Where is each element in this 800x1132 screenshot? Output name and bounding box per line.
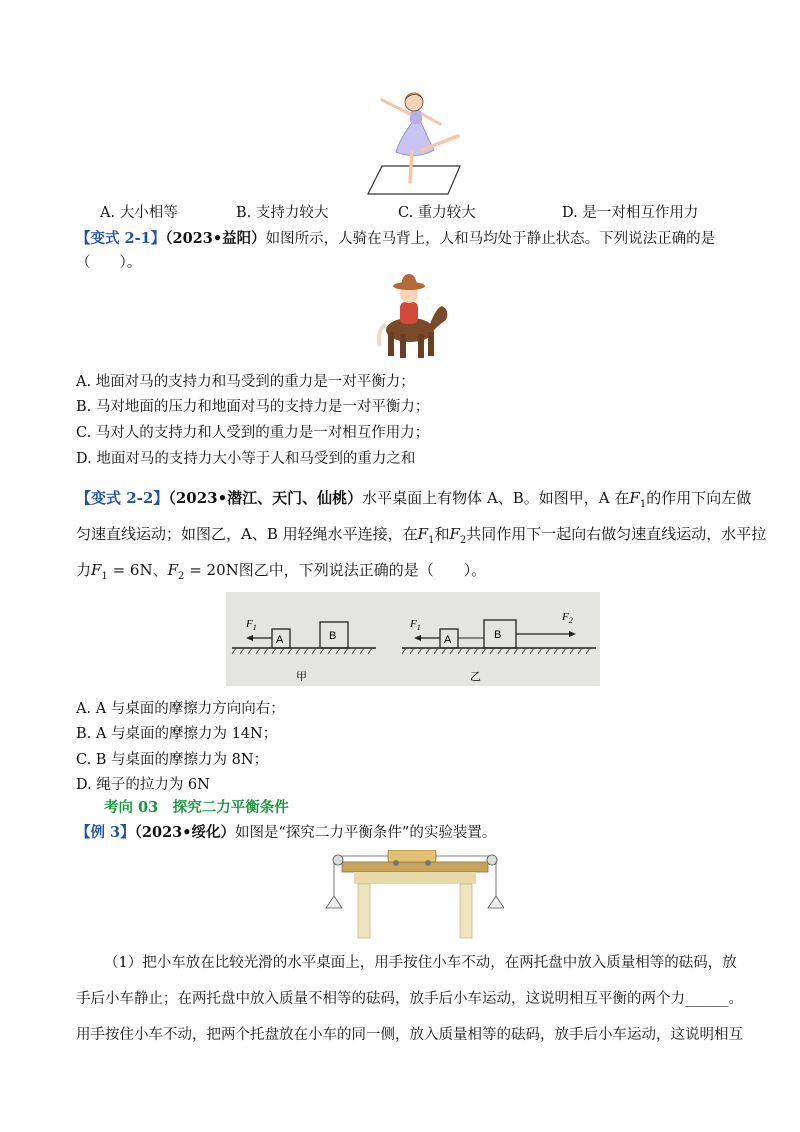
var22-option-a: A. A 与桌面的摩擦力方向向右； [76, 701, 285, 717]
var22-stem3a: 力 [76, 561, 92, 579]
var22-stem2b: 和 [434, 525, 450, 543]
block-a-label-right: A [444, 634, 452, 646]
var21-option-b: B. 马对地面的压力和地面对马的支持力是一对平衡力； [76, 399, 430, 415]
ex3-para-line1: （1）把小车放在比较光滑的水平桌面上，用手按住小车不动，在两托盘中放入质量相等的砝码，放 [104, 955, 737, 971]
block-b-label-right: B [494, 629, 502, 641]
f-letter: F [417, 525, 429, 543]
f2-label-right: $F_2$ [562, 611, 573, 625]
f-letter: F [167, 561, 179, 579]
f-letter: F [449, 525, 460, 543]
label-yi: 乙 [470, 670, 481, 683]
q1-option-d: D. 是一对相互作用力 [562, 205, 699, 221]
f-sub1: 1 [428, 535, 435, 546]
f-letter: F [629, 489, 640, 507]
ex3-para-line3: 用手按住小车不动，把两个托盘放在小车的同一侧，放入质量相等的砝码，放手后小车运动，这说明相互 [76, 1027, 743, 1043]
var22-stem1b: 的作用下向左做 [646, 489, 752, 507]
var22-stem2a: 匀速直线运动；如图乙，A、B 用轻绳水平连接，在 [76, 525, 418, 543]
q1-option-a: A. 大小相等 [100, 205, 178, 221]
topic-heading: 考向 03 探究二力平衡条件 [104, 799, 289, 816]
q1-option-c: C. 重力较大 [398, 205, 476, 221]
q1-option-b: B. 支持力较大 [236, 205, 329, 221]
f1-label-left: $F_1$ [246, 618, 257, 632]
f2-equation [167, 561, 239, 582]
f-sub2: 2 [459, 535, 467, 546]
var21-option-a: A. 地面对马的支持力和马受到的重力是一对平衡力； [76, 374, 415, 390]
ex3-source: （2023•绥化） [134, 824, 236, 841]
horse-rider-figure [370, 272, 460, 362]
blocks-force-figure [226, 592, 600, 686]
f2-symbol [449, 525, 467, 546]
var21-source: （2023•益阳） [165, 230, 266, 247]
var22-stem2c: 共同作用下一起向右做匀速直线运动，水平拉 [466, 525, 767, 543]
var22-source: （2023•潜江、天门、仙桃） [168, 489, 363, 507]
f1-symbol-2 [417, 525, 435, 546]
var21-stem-line2: （ ）。 [76, 255, 142, 271]
var22-tag: 【变式 2-2】 [76, 489, 169, 507]
var21-tag: 【变式 2-1】 [76, 230, 166, 247]
f1-value: = 6N [112, 561, 153, 579]
var21-option-d: D. 地面对马的支持力大小等于人和马受到的重力之和 [76, 451, 416, 467]
f-sub1: 1 [101, 571, 108, 582]
var22-option-b: B. A 与桌面的摩擦力为 14N； [76, 726, 278, 742]
f-sub2: 2 [178, 571, 185, 582]
var21-option-c: C. 马对人的支持力和人受到的重力是一对相互作用力； [76, 425, 430, 441]
label-jia: 甲 [296, 670, 307, 683]
var22-stem-line3: 力$F_1 = 6N$、$F_2 = 20N$图乙中，下列说法正确的是（ ）。 [76, 561, 487, 582]
f-letter: F [91, 561, 102, 579]
var21-stem: 如图所示，人骑在马背上，人和马均处于静止状态。下列说法正确的是 [265, 231, 716, 247]
block-a-label-left: A [276, 634, 284, 646]
ex3-stem-line [76, 823, 496, 843]
ex3-para-line2: 手后小车静止；在两托盘中放入质量不相等的砝码，放手后小车运动，这说明相互平衡的两个力______。 [76, 991, 743, 1007]
f1-equation [91, 561, 153, 582]
f-sub1: 1 [639, 499, 647, 510]
f1-label-right: $F_1$ [410, 618, 421, 632]
var22-stem1a: 水平桌面上有物体 A、B。如图甲，A 在 [362, 489, 630, 507]
ex3-tag: 【例 3】 [76, 824, 135, 841]
block-b-label-left: B [329, 630, 337, 642]
var22-stem3b: 图乙中，下列说法正确的是（ ）。 [238, 561, 487, 579]
var22-stem-line1 [76, 488, 751, 515]
var22-option-c: C. B 与桌面的摩擦力为 8N； [76, 752, 269, 768]
ballerina-figure [360, 90, 470, 200]
var22-option-d: D. 绳子的拉力为 6N [76, 777, 210, 793]
f2-value: = 20N [189, 561, 239, 579]
var21-stem-line1 [76, 229, 715, 249]
two-force-apparatus-figure [324, 850, 504, 940]
ex3-stem: 如图是“探究二力平衡条件”的实验装置。 [235, 825, 497, 841]
var22-stem-line2 [76, 524, 766, 551]
f1-symbol [629, 489, 647, 510]
